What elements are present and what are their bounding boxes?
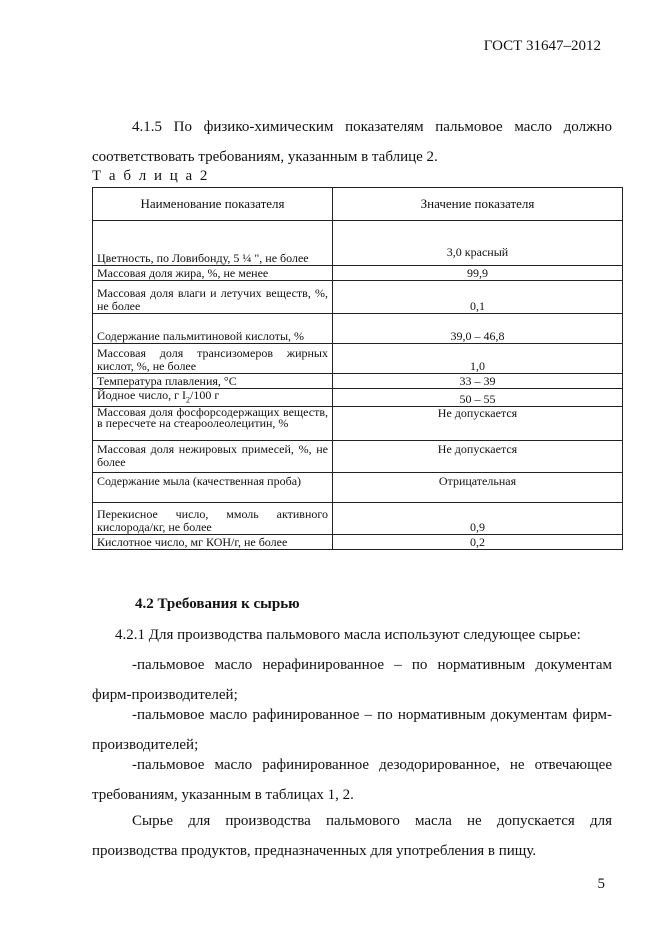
- indicator-value: 39,0 – 46,8: [333, 314, 623, 344]
- table-row: [93, 266, 623, 281]
- table-row: [93, 441, 623, 473]
- indicator-value: 33 – 39: [333, 374, 623, 389]
- table-row: [93, 344, 623, 374]
- section-title: 4.2 Требования к сырью: [135, 596, 300, 612]
- indicator-name: Кислотное число, мг КОН/г, не более: [93, 535, 333, 550]
- table-row: [93, 221, 623, 266]
- list-item: -пальмовое масло нерафинированное – по нормативным документам фирм-производителей;: [92, 657, 612, 703]
- iodine-name-post: /100 г: [190, 388, 220, 402]
- table-caption: Т а б л и ц а 2: [92, 168, 210, 184]
- indicator-name: Массовая доля фосфорсодержащих веществ, в пересчете на стеароолеолецитин, %: [93, 407, 333, 441]
- table-row: [93, 374, 623, 389]
- indicator-name: Массовая доля влаги и летучих веществ, %, не более: [93, 281, 333, 314]
- intro-paragraph: 4.1.5 По физико-химическим показателям пальмовое масло должно соответствовать требованиям, указанным в таблице 2.: [92, 119, 612, 165]
- table-row: [93, 389, 623, 407]
- indicator-name: Цветность, по Ловибонду, 5 ¼ ", не более: [93, 221, 333, 266]
- indicator-name: Массовая доля жира, %, не менее: [93, 266, 333, 281]
- column-header: Наименование показателя: [93, 188, 333, 221]
- list-item: -пальмовое масло рафинированное – по нормативным документам фирм-производителей;: [92, 707, 612, 753]
- indicator-value: 99,9: [333, 266, 623, 281]
- indicator-name: Температура плавления, °С: [93, 374, 333, 389]
- table-row: [93, 281, 623, 314]
- indicator-value: 0,2: [333, 535, 623, 550]
- table-row: [93, 473, 623, 503]
- indicator-value: Не допускается: [333, 407, 623, 441]
- indicator-name: Массовая доля нежировых примесей, %, не более: [93, 441, 333, 473]
- indicator-value: 1,0: [333, 344, 623, 374]
- indicator-name: Массовая доля трансизомеров жирных кислот, %, не более: [93, 344, 333, 374]
- document-code: ГОСТ 31647–2012: [483, 38, 601, 54]
- indicator-value: Отрицательная: [333, 473, 623, 503]
- iodine-name-pre: Йодное число, г I: [97, 388, 187, 402]
- indicator-name: Содержание мыла (качественная проба): [93, 473, 333, 503]
- indicator-name: [93, 389, 333, 407]
- indicator-value: 3,0 красный: [333, 221, 623, 266]
- indicator-value: 0,9: [333, 503, 623, 535]
- indicator-value: Не допускается: [333, 441, 623, 473]
- page-number: 5: [597, 876, 605, 892]
- indicator-name: Перекисное число, ммоль активного кислорода/кг, не более: [93, 503, 333, 535]
- column-header: Значение показателя: [333, 188, 623, 221]
- iodine-subscript: 2: [186, 395, 191, 405]
- final-paragraph: Сырье для производства пальмового масла не допускается для производства продуктов, предназначенных для употребления в пищу.: [92, 813, 612, 859]
- table-row: [93, 503, 623, 535]
- paragraph-4-2-1: 4.2.1 Для производства пальмового масла используют следующее сырье:: [115, 627, 581, 643]
- table-row: [93, 535, 623, 550]
- table-row: [93, 314, 623, 344]
- indicators-table: [92, 187, 623, 550]
- table-header-row: [93, 188, 623, 221]
- table-row: [93, 407, 623, 441]
- indicator-value: 0,1: [333, 281, 623, 314]
- indicator-name: Содержание пальмитиновой кислоты, %: [93, 314, 333, 344]
- list-item: -пальмовое масло рафинированное дезодорированное, не отвечающее требованиям, указанным в таблицах 1, 2.: [92, 757, 612, 803]
- indicator-value: 50 – 55: [333, 389, 623, 407]
